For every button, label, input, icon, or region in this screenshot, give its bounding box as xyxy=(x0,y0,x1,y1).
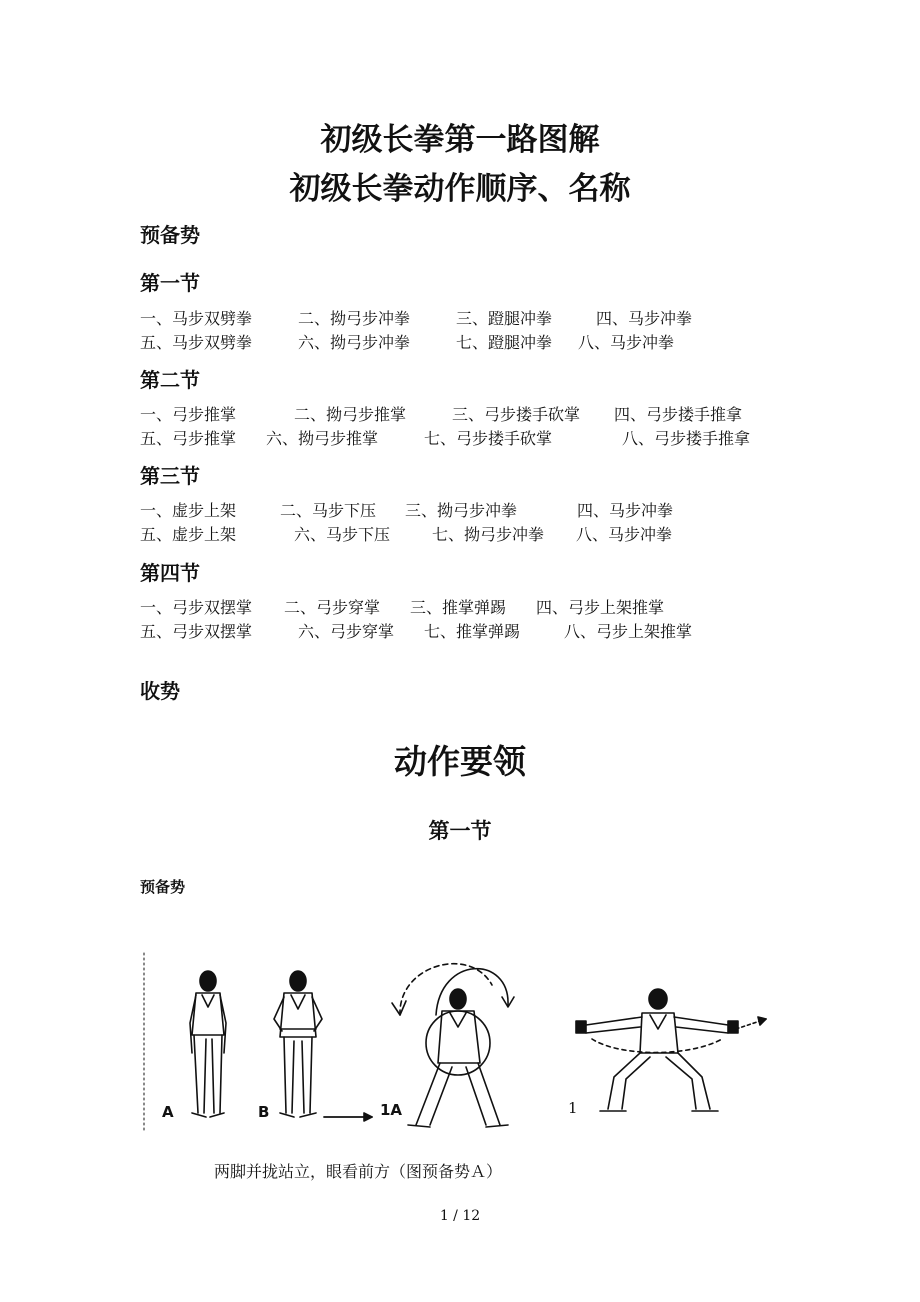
figure-a-drawing xyxy=(190,971,226,1117)
section-3-heading: 第三节 xyxy=(140,464,200,488)
move-item: 六、马步下压 xyxy=(294,525,391,544)
essentials-title: 动作要领 xyxy=(394,742,526,781)
section-4-heading: 第四节 xyxy=(140,561,200,585)
move-item: 八、弓步上架推掌 xyxy=(564,622,693,641)
move-item: 六、弓步穿掌 xyxy=(298,622,395,641)
essentials-prep-heading: 预备势 xyxy=(140,878,186,896)
move-item: 七、蹬腿冲拳 xyxy=(456,333,553,352)
move-item: 一、马步双劈拳 xyxy=(140,309,253,328)
figure-label-a: A xyxy=(162,1103,174,1121)
move-item: 三、推掌弹踢 xyxy=(410,598,507,617)
move-item: 二、弓步穿掌 xyxy=(284,598,381,617)
move-item: 四、弓步上架推掌 xyxy=(536,598,665,617)
move-item: 二、马步下压 xyxy=(280,501,377,520)
move-item: 七、弓步搂手砍掌 xyxy=(424,429,553,448)
page-number: 1 / 12 xyxy=(439,1208,481,1224)
move-item: 五、虚步上架 xyxy=(140,525,237,544)
section-1-heading: 第一节 xyxy=(140,271,200,295)
section-4-row-1 xyxy=(140,595,664,618)
essentials-section-heading: 第一节 xyxy=(428,818,492,843)
move-item: 二、拗弓步推掌 xyxy=(294,405,407,424)
figure-b-drawing xyxy=(274,971,372,1121)
section-1-row-1 xyxy=(140,306,692,329)
move-item: 七、推掌弹踢 xyxy=(424,622,521,641)
move-item: 六、拗弓步冲拳 xyxy=(298,333,411,352)
move-item: 三、拗弓步冲拳 xyxy=(405,501,518,520)
move-item: 四、马步冲拳 xyxy=(596,309,693,328)
section-3-row-2 xyxy=(140,522,672,545)
stance-illustrations xyxy=(140,945,780,1135)
figure-1-drawing xyxy=(576,989,766,1111)
move-item: 五、弓步双摆掌 xyxy=(140,622,253,641)
move-item: 四、马步冲拳 xyxy=(577,501,674,520)
move-item: 五、弓步推掌 xyxy=(140,429,237,448)
move-item: 八、弓步搂手推拿 xyxy=(622,429,751,448)
move-item: 七、拗弓步冲拳 xyxy=(432,525,545,544)
move-item: 三、弓步搂手砍掌 xyxy=(452,405,581,424)
section-2-row-1 xyxy=(140,402,742,425)
move-item: 八、马步冲拳 xyxy=(576,525,673,544)
section-4-row-2 xyxy=(140,619,692,642)
move-item: 五、马步双劈拳 xyxy=(140,333,253,352)
move-item: 四、弓步搂手推拿 xyxy=(614,405,743,424)
move-item: 一、虚步上架 xyxy=(140,501,237,520)
document-subtitle: 初级长拳动作顺序、名称 xyxy=(289,171,631,207)
move-item: 八、马步冲拳 xyxy=(578,333,675,352)
figure-1a-drawing xyxy=(392,964,514,1127)
section-2-heading: 第二节 xyxy=(140,368,200,392)
figure-label-1: 1 xyxy=(568,1099,578,1117)
section-2-row-2 xyxy=(140,426,750,449)
move-item: 三、蹬腿冲拳 xyxy=(456,309,553,328)
move-item: 六、拗弓步推掌 xyxy=(266,429,379,448)
move-item: 一、弓步双摆掌 xyxy=(140,598,253,617)
section-1-row-2 xyxy=(140,330,674,353)
section-3-row-1 xyxy=(140,498,673,521)
move-item: 一、弓步推掌 xyxy=(140,405,237,424)
document-title: 初级长拳第一路图解 xyxy=(320,122,600,158)
figure-caption: 两脚并拢站立，眼看前方（图预备势Ａ） xyxy=(214,1162,503,1181)
move-item: 二、拗弓步冲拳 xyxy=(298,309,411,328)
figure-label-1a: 1A xyxy=(380,1101,403,1119)
figure-label-b: B xyxy=(258,1103,270,1121)
prep-heading: 预备势 xyxy=(140,223,200,247)
end-heading: 收势 xyxy=(140,679,180,703)
